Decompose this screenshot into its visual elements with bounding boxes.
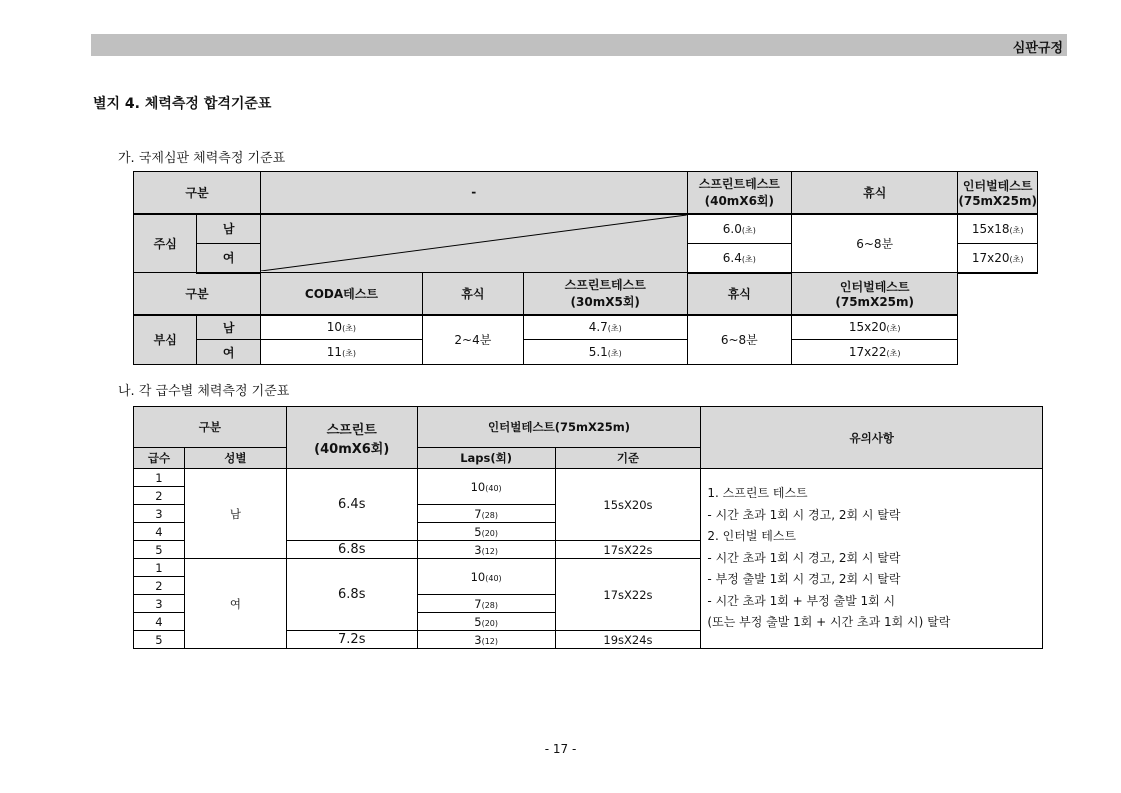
header-sprint: 스프린트테스트 (40mX6회): [687, 172, 791, 214]
header2-sprint: 스프린트테스트 (30mX5회): [523, 273, 687, 315]
asst-ref-label: 부심: [134, 315, 197, 365]
b-header-gubun: 구분: [134, 407, 287, 448]
b-header-laps: Laps(회): [417, 448, 555, 469]
grade-cell: 1: [134, 559, 185, 577]
main-sprint-female: 6.4(초): [687, 244, 791, 273]
main-ref-label: 주심: [134, 214, 197, 273]
note-line: (또는 부정 출발 1회 + 시간 초과 1회 시) 탈락: [707, 615, 951, 630]
grade-cell: 2: [134, 487, 185, 505]
grade-cell: 1: [134, 469, 185, 487]
gender-male: 남: [184, 469, 286, 559]
international-referee-table: [133, 171, 1038, 365]
header-label: 심판규정: [1012, 41, 1063, 56]
m-laps-1: 7(28): [417, 505, 555, 523]
m-laps-2: 5(20): [417, 523, 555, 541]
section-a-heading: 가. 국제심판 체력측정 기준표: [118, 151, 286, 166]
b-header-notes: 유의사항: [701, 407, 1043, 469]
m-laps-3: 3(12): [417, 541, 555, 559]
asst-rest2: 6~8분: [687, 315, 791, 365]
f-std-b: 19sX24s: [555, 631, 701, 649]
asst-sprint-male: 4.7(초): [523, 315, 687, 340]
section-b-heading: 나. 각 급수별 체력측정 기준표: [118, 384, 290, 399]
header2-coda: CODA테스트: [260, 273, 422, 315]
note-line: 2. 인터벌 테스트: [707, 529, 797, 544]
notes-cell: [701, 469, 1043, 649]
gender-female: 여: [184, 559, 286, 649]
header-dash: -: [260, 172, 687, 214]
header-interval: 인터벌테스트 (75mX25m): [958, 172, 1038, 214]
female-label: 여: [197, 340, 260, 365]
m-sprint-a: 6.4s: [286, 469, 417, 541]
b-header-grade: 급수: [134, 448, 185, 469]
page-title: 별지 4. 체력측정 합격기준표: [93, 96, 272, 112]
note-line: 1. 스프린트 테스트: [707, 486, 808, 501]
grade-table: [133, 406, 1043, 649]
header2-rest2: 휴식: [687, 273, 791, 315]
main-rest: 6~8분: [792, 214, 958, 273]
main-interval-male: 15x18(초): [958, 214, 1038, 244]
main-interval-female: 17x20(초): [958, 244, 1038, 273]
male-label: 남: [197, 315, 260, 340]
m-std-b: 17sX22s: [555, 541, 701, 559]
f-sprint-b: 7.2s: [286, 631, 417, 649]
grade-cell: 3: [134, 595, 185, 613]
header-rest: 휴식: [792, 172, 958, 214]
asst-interval-male: 15x20(초): [792, 315, 958, 340]
grade-cell: 2: [134, 577, 185, 595]
b-header-sprint: 스프린트 (40mX6회): [286, 407, 417, 469]
main-sprint-male: 6.0(초): [687, 214, 791, 244]
header2-gubun: 구분: [134, 273, 261, 315]
f-laps-2: 5(20): [417, 613, 555, 631]
note-line: - 시간 초과 1회 + 부정 출발 1회 시: [707, 593, 896, 608]
f-std-a: 17sX22s: [555, 559, 701, 631]
f-sprint-a: 6.8s: [286, 559, 417, 631]
note-line: - 부정 출발 1회 시 경고, 2회 시 탈락: [707, 572, 901, 587]
m-std-a: 15sX20s: [555, 469, 701, 541]
asst-coda-female: 11(초): [260, 340, 422, 365]
m-laps-0: 10(40): [417, 469, 555, 505]
note-line: - 시간 초과 1회 시 경고, 2회 시 탈락: [707, 507, 901, 522]
f-laps-1: 7(28): [417, 595, 555, 613]
grade-cell: 5: [134, 541, 185, 559]
f-laps-0: 10(40): [417, 559, 555, 595]
b-header-interval: 인터벌테스트(75mX25m): [417, 407, 701, 448]
m-sprint-b: 6.8s: [286, 541, 417, 559]
header-gubun: 구분: [134, 172, 261, 214]
diagonal-line: [261, 215, 687, 271]
f-laps-3: 3(12): [417, 631, 555, 649]
diagonal-cell: [260, 214, 687, 273]
asst-sprint-female: 5.1(초): [523, 340, 687, 365]
grade-cell: 4: [134, 613, 185, 631]
asst-rest1: 2~4분: [422, 315, 523, 365]
female-label: 여: [197, 244, 260, 273]
grade-cell: 4: [134, 523, 185, 541]
header-bar: [91, 34, 1067, 56]
b-header-gender: 성별: [184, 448, 286, 469]
grade-cell: 5: [134, 631, 185, 649]
asst-interval-female: 17x22(초): [792, 340, 958, 365]
b-header-std: 기준: [555, 448, 701, 469]
header2-rest: 휴식: [422, 273, 523, 315]
note-line: - 시간 초과 1회 시 경고, 2회 시 탈락: [707, 550, 901, 565]
page-number: - 17 -: [544, 742, 577, 756]
header2-interval: 인터벌테스트 (75mX25m): [792, 273, 958, 315]
male-label: 남: [197, 214, 260, 244]
asst-coda-male: 10(초): [260, 315, 422, 340]
grade-cell: 3: [134, 505, 185, 523]
